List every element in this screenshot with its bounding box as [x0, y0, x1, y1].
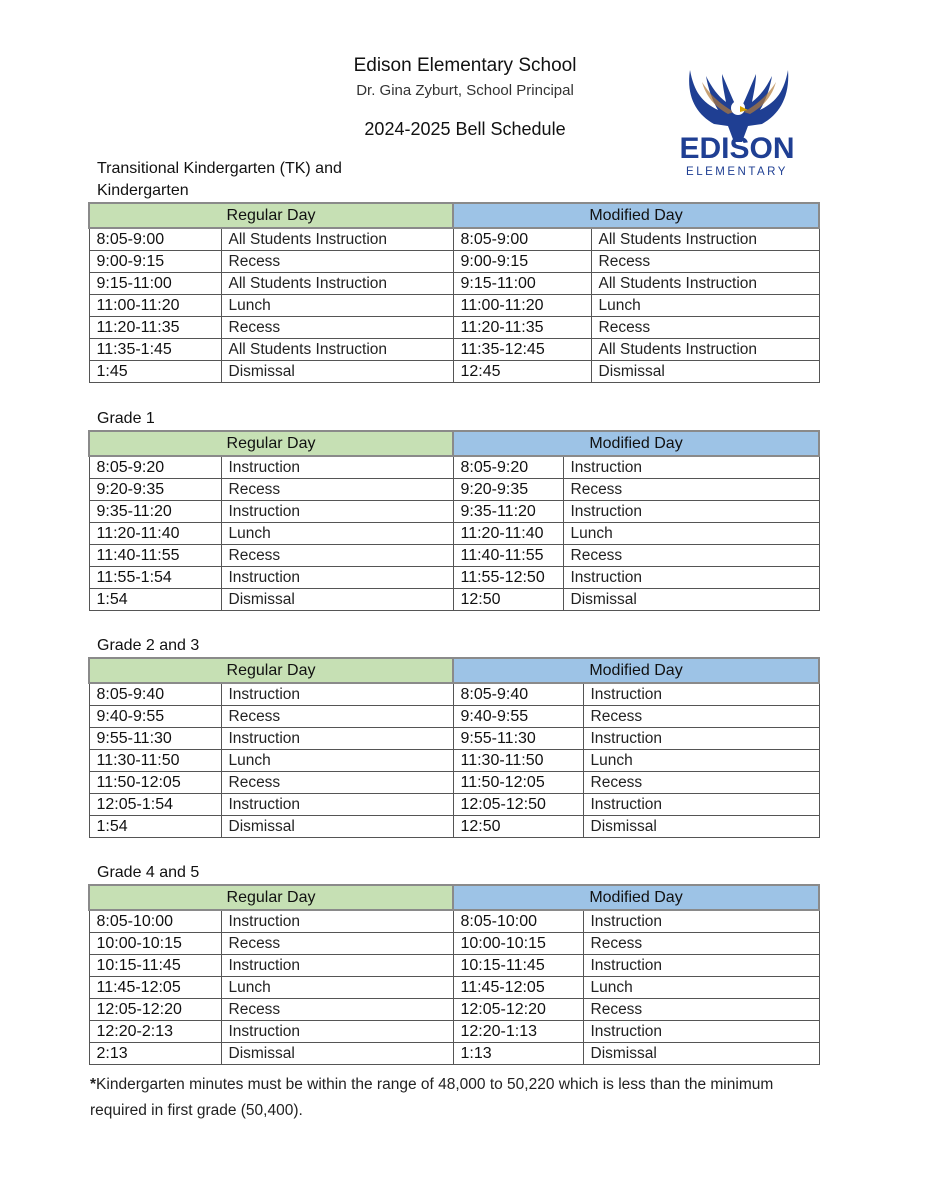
logo-sub: ELEMENTARY	[686, 166, 788, 178]
regular-activity: All Students Instruction	[221, 228, 453, 251]
modified-activity: Recess	[563, 545, 819, 567]
modified-activity: Dismissal	[583, 816, 819, 838]
table-row	[89, 567, 819, 589]
regular-time: 12:20-2:13	[89, 1021, 221, 1043]
modified-activity: Instruction	[563, 567, 819, 589]
table-row	[89, 706, 819, 728]
regular-activity: Lunch	[221, 977, 453, 999]
regular-activity: Instruction	[221, 501, 453, 523]
table-row	[89, 977, 819, 999]
table-row	[89, 479, 819, 501]
table-row	[89, 816, 819, 838]
regular-time: 2:13	[89, 1043, 221, 1065]
modified-activity: Recess	[583, 933, 819, 955]
regular-time: 12:05-12:20	[89, 999, 221, 1021]
modified-activity: Lunch	[563, 523, 819, 545]
table-row	[89, 295, 819, 317]
footnote-marker: *	[90, 1076, 97, 1093]
modified-time: 8:05-9:20	[453, 456, 563, 479]
regular-time: 11:50-12:05	[89, 772, 221, 794]
modified-day-header: Modified Day	[453, 658, 819, 683]
modified-time: 9:40-9:55	[453, 706, 583, 728]
modified-time: 11:40-11:55	[453, 545, 563, 567]
modified-activity: Lunch	[583, 977, 819, 999]
regular-activity: Recess	[221, 772, 453, 794]
modified-activity: Instruction	[583, 728, 819, 750]
modified-activity: All Students Instruction	[591, 339, 819, 361]
regular-time: 9:20-9:35	[89, 479, 221, 501]
table-row	[89, 523, 819, 545]
table-row	[89, 794, 819, 816]
regular-activity: Lunch	[221, 523, 453, 545]
table-row	[89, 589, 819, 611]
bell-schedule-table	[88, 657, 820, 838]
table-row	[89, 772, 819, 794]
regular-time: 1:54	[89, 589, 221, 611]
bell-schedule-table	[88, 430, 820, 611]
regular-activity: Lunch	[221, 750, 453, 772]
regular-time: 11:35-1:45	[89, 339, 221, 361]
regular-activity: Recess	[221, 251, 453, 273]
modified-activity: Instruction	[583, 910, 819, 933]
regular-activity: Instruction	[221, 456, 453, 479]
modified-time: 9:20-9:35	[453, 479, 563, 501]
modified-time: 11:00-11:20	[453, 295, 591, 317]
table-row	[89, 955, 819, 977]
section-title: Grade 4 and 5	[97, 864, 200, 881]
modified-time: 9:15-11:00	[453, 273, 591, 295]
regular-activity: Dismissal	[221, 589, 453, 611]
modified-time: 11:45-12:05	[453, 977, 583, 999]
table-row	[89, 910, 819, 933]
regular-time: 11:20-11:35	[89, 317, 221, 339]
modified-time: 11:50-12:05	[453, 772, 583, 794]
regular-time: 9:55-11:30	[89, 728, 221, 750]
regular-activity: Instruction	[221, 1021, 453, 1043]
regular-activity: Recess	[221, 706, 453, 728]
regular-time: 11:00-11:20	[89, 295, 221, 317]
modified-activity: Recess	[591, 251, 819, 273]
regular-activity: Recess	[221, 317, 453, 339]
regular-activity: Recess	[221, 545, 453, 567]
modified-time: 10:00-10:15	[453, 933, 583, 955]
modified-activity: Recess	[591, 317, 819, 339]
modified-time: 11:20-11:40	[453, 523, 563, 545]
modified-time: 12:50	[453, 816, 583, 838]
modified-time: 12:20-1:13	[453, 1021, 583, 1043]
school-name: Edison Elementary School	[353, 55, 577, 76]
section-title: Grade 1	[97, 410, 155, 427]
modified-activity: Instruction	[583, 955, 819, 977]
regular-activity: Instruction	[221, 794, 453, 816]
bell-schedule-table	[88, 202, 820, 383]
regular-time: 12:05-1:54	[89, 794, 221, 816]
regular-time: 1:54	[89, 816, 221, 838]
table-row	[89, 728, 819, 750]
modified-time: 1:13	[453, 1043, 583, 1065]
table-row	[89, 1021, 819, 1043]
modified-time: 11:35-12:45	[453, 339, 591, 361]
section-title: Grade 2 and 3	[97, 637, 200, 654]
modified-activity: Recess	[583, 772, 819, 794]
table-row	[89, 933, 819, 955]
regular-time: 11:30-11:50	[89, 750, 221, 772]
modified-time: 11:55-12:50	[453, 567, 563, 589]
bell-schedule-table	[88, 884, 820, 1065]
modified-time: 12:45	[453, 361, 591, 383]
modified-time: 8:05-10:00	[453, 910, 583, 933]
regular-activity: All Students Instruction	[221, 339, 453, 361]
table-row	[89, 545, 819, 567]
modified-activity: Recess	[583, 999, 819, 1021]
regular-time: 9:00-9:15	[89, 251, 221, 273]
modified-time: 9:55-11:30	[453, 728, 583, 750]
modified-time: 12:05-12:20	[453, 999, 583, 1021]
regular-day-header: Regular Day	[89, 431, 453, 456]
regular-time: 8:05-9:40	[89, 683, 221, 706]
footnote-text: Kindergarten minutes must be within the range of 48,000 to 50,220 which is less than the minimum required in first grade (50,400).	[90, 1076, 774, 1119]
table-row	[89, 683, 819, 706]
regular-time: 8:05-10:00	[89, 910, 221, 933]
table-row	[89, 456, 819, 479]
table-row	[89, 228, 819, 251]
regular-time: 11:45-12:05	[89, 977, 221, 999]
modified-activity: Instruction	[583, 683, 819, 706]
modified-activity: Lunch	[591, 295, 819, 317]
regular-time: 11:20-11:40	[89, 523, 221, 545]
modified-activity: Dismissal	[591, 361, 819, 383]
table-row	[89, 251, 819, 273]
principal-name: Dr. Gina Zyburt, School Principal	[356, 82, 574, 99]
modified-time: 12:50	[453, 589, 563, 611]
regular-time: 11:55-1:54	[89, 567, 221, 589]
modified-activity: Lunch	[583, 750, 819, 772]
modified-day-header: Modified Day	[453, 431, 819, 456]
table-row	[89, 361, 819, 383]
modified-activity: All Students Instruction	[591, 228, 819, 251]
regular-activity: Lunch	[221, 295, 453, 317]
modified-activity: Dismissal	[563, 589, 819, 611]
regular-day-header: Regular Day	[89, 658, 453, 683]
regular-activity: Dismissal	[221, 816, 453, 838]
regular-activity: Instruction	[221, 683, 453, 706]
edison-eagle-logo	[672, 62, 802, 180]
regular-activity: Instruction	[221, 728, 453, 750]
logo-word: EDISON	[679, 132, 795, 165]
modified-activity: Recess	[583, 706, 819, 728]
regular-time: 9:40-9:55	[89, 706, 221, 728]
modified-time: 9:35-11:20	[453, 501, 563, 523]
regular-time: 11:40-11:55	[89, 545, 221, 567]
schedule-title: 2024-2025 Bell Schedule	[364, 119, 566, 139]
regular-activity: Recess	[221, 999, 453, 1021]
modified-activity: Instruction	[583, 1021, 819, 1043]
table-row	[89, 273, 819, 295]
regular-activity: Dismissal	[221, 361, 453, 383]
regular-activity: Instruction	[221, 955, 453, 977]
table-row	[89, 501, 819, 523]
regular-activity: Instruction	[221, 910, 453, 933]
regular-activity: All Students Instruction	[221, 273, 453, 295]
regular-time: 1:45	[89, 361, 221, 383]
regular-activity: Instruction	[221, 567, 453, 589]
modified-activity: Instruction	[583, 794, 819, 816]
footnote	[90, 1072, 790, 1124]
regular-time: 8:05-9:00	[89, 228, 221, 251]
modified-time: 8:05-9:40	[453, 683, 583, 706]
modified-day-header: Modified Day	[453, 885, 819, 910]
regular-activity: Recess	[221, 933, 453, 955]
table-row	[89, 999, 819, 1021]
regular-time: 9:35-11:20	[89, 501, 221, 523]
modified-day-header: Modified Day	[453, 203, 819, 228]
modified-activity: Instruction	[563, 456, 819, 479]
modified-time: 9:00-9:15	[453, 251, 591, 273]
regular-day-header: Regular Day	[89, 885, 453, 910]
modified-activity: All Students Instruction	[591, 273, 819, 295]
table-row	[89, 317, 819, 339]
modified-activity: Recess	[563, 479, 819, 501]
modified-time: 12:05-12:50	[453, 794, 583, 816]
table-row	[89, 750, 819, 772]
modified-time: 10:15-11:45	[453, 955, 583, 977]
regular-time: 9:15-11:00	[89, 273, 221, 295]
modified-time: 8:05-9:00	[453, 228, 591, 251]
modified-activity: Dismissal	[583, 1043, 819, 1065]
regular-time: 10:00-10:15	[89, 933, 221, 955]
table-row	[89, 339, 819, 361]
table-row	[89, 1043, 819, 1065]
section-title: Transitional Kindergarten (TK) and Kindergarten	[97, 160, 342, 199]
modified-time: 11:30-11:50	[453, 750, 583, 772]
modified-time: 11:20-11:35	[453, 317, 591, 339]
regular-activity: Recess	[221, 479, 453, 501]
regular-time: 8:05-9:20	[89, 456, 221, 479]
regular-time: 10:15-11:45	[89, 955, 221, 977]
regular-activity: Dismissal	[221, 1043, 453, 1065]
regular-day-header: Regular Day	[89, 203, 453, 228]
modified-activity: Instruction	[563, 501, 819, 523]
